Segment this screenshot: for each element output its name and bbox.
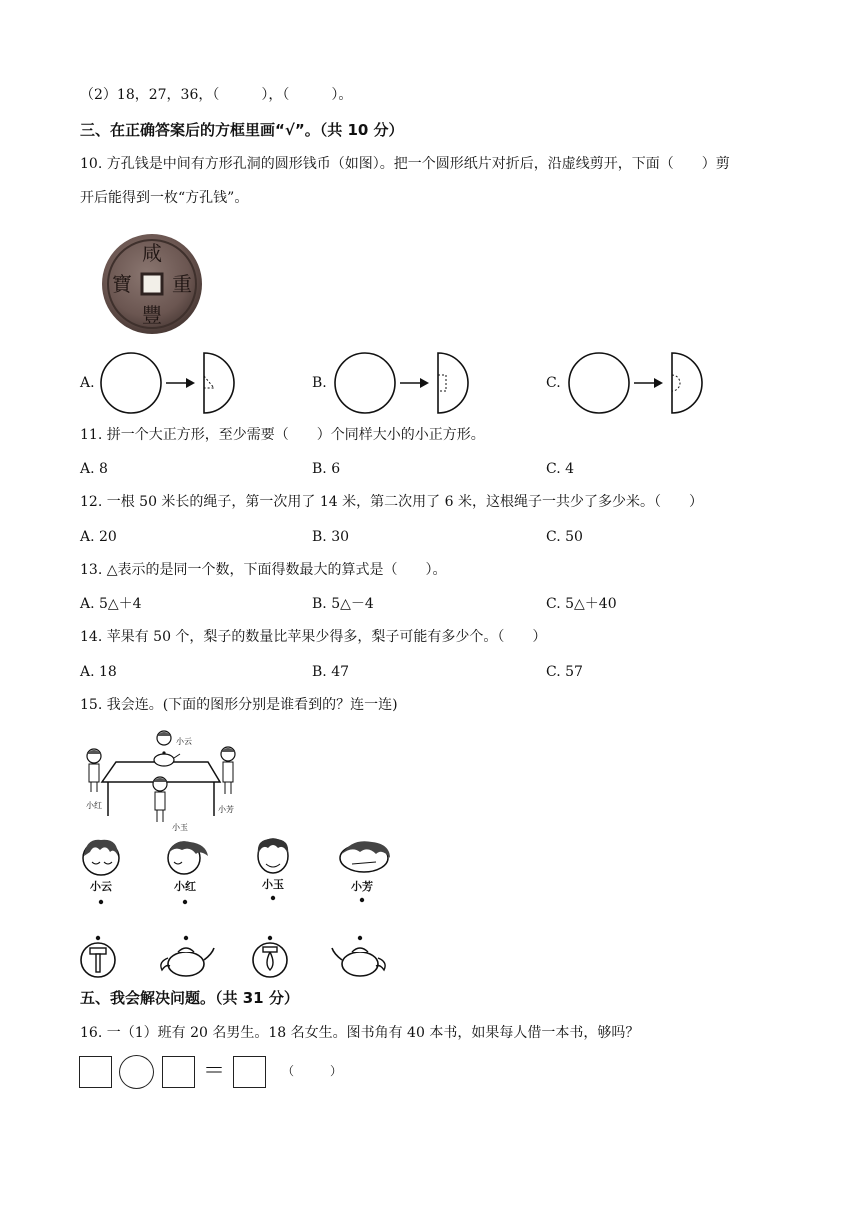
fold-cut-figure-b — [334, 352, 474, 416]
operator-circle[interactable] — [119, 1055, 154, 1089]
coin-char-right: 重 — [172, 272, 192, 296]
coin-image — [100, 232, 204, 336]
coin-char-top: 咸 — [142, 241, 162, 265]
option-a: A. 20 — [80, 529, 117, 545]
connect-dot[interactable] — [96, 936, 100, 940]
option-b: B. 47 — [312, 664, 350, 680]
child-head-xiaofang — [332, 836, 396, 908]
section-title: 五、我会解决问题。（共 31 分） — [80, 989, 299, 1007]
answer-paren: （ ） — [282, 1064, 343, 1078]
connect-dot[interactable] — [183, 900, 187, 904]
teapot-view-2 — [156, 934, 216, 980]
option-label-c: C. — [546, 375, 561, 391]
connect-dot[interactable] — [184, 936, 188, 940]
q9-line: （2）18，27，36，（ ），（ ）。 — [80, 87, 353, 103]
option-b: B. 30 — [312, 529, 350, 545]
scene-name-top: 小云 — [176, 737, 192, 746]
option-c: C. 50 — [546, 529, 583, 545]
option-a: A. 5△＋4 — [80, 596, 142, 612]
connect-dot[interactable] — [360, 898, 364, 902]
fold-cut-figure-c — [568, 352, 708, 416]
teapot-view-3 — [250, 934, 300, 980]
question-stem-cont: 开后能得到一枚“方孔钱”。 — [80, 190, 249, 206]
table-scene-image — [80, 724, 240, 830]
child-name: 小云 — [90, 880, 112, 893]
answer-box-2[interactable] — [162, 1056, 195, 1088]
question-stem: 13. △表示的是同一个数，下面得数最大的算式是（ ）。 — [80, 562, 447, 578]
scene-name-front: 小玉 — [172, 823, 188, 832]
question-stem: 15. 我会连。(下面的图形分别是谁看到的？连一连) — [80, 697, 398, 713]
option-a: A. 8 — [80, 461, 108, 477]
connect-dot[interactable] — [271, 896, 275, 900]
teapot-view-4 — [330, 934, 390, 980]
connect-dot[interactable] — [358, 936, 362, 940]
option-c: C. 4 — [546, 461, 575, 477]
option-label-b: B. — [312, 375, 327, 391]
child-head-xiaohong — [160, 836, 210, 908]
option-b: B. 5△－4 — [312, 596, 374, 612]
scene-name-left: 小红 — [86, 801, 102, 810]
child-name: 小红 — [174, 880, 196, 893]
section-title: 三、在正确答案后的方框里画“√”。（共 10 分） — [80, 121, 404, 139]
question-stem: 14. 苹果有 50 个，梨子的数量比苹果少得多，梨子可能有多少个。（ ） — [80, 629, 547, 645]
child-head-xiaoyun — [76, 836, 126, 908]
equals-sign: ＝ — [203, 1059, 226, 1084]
connect-dot[interactable] — [99, 900, 103, 904]
teapot-view-1 — [78, 934, 128, 980]
option-c: C. 57 — [546, 664, 583, 680]
connect-dot[interactable] — [268, 936, 272, 940]
question-stem: 11. 拼一个大正方形，至少需要（ ）个同样大小的小正方形。 — [80, 427, 485, 443]
answer-box-1[interactable] — [79, 1056, 112, 1088]
option-label-a: A. — [80, 375, 95, 391]
scene-name-right: 小芳 — [218, 805, 234, 814]
option-a: A. 18 — [80, 664, 117, 680]
child-head-xiaoyu — [248, 836, 298, 908]
fold-cut-figure-a — [100, 352, 240, 416]
child-name: 小玉 — [262, 878, 284, 891]
question-stem: 10. 方孔钱是中间有方形孔洞的圆形钱币（如图）。把一个圆形纸片对折后，沿虚线剪开，下面（ ）剪 — [80, 156, 730, 172]
option-c: C. 5△＋40 — [546, 596, 617, 612]
coin-char-bottom: 豐 — [142, 303, 162, 327]
question-stem: 16. 一（1）班有 20 名男生。18 名女生。图书角有 40 本书，如果每人借一本书，够吗？ — [80, 1025, 640, 1041]
question-stem: 12. 一根 50 米长的绳子，第一次用了 14 米，第二次用了 6 米，这根绳子一共少了多少米。（ ） — [80, 494, 703, 510]
answer-box-3[interactable] — [233, 1056, 266, 1088]
child-name: 小芳 — [351, 880, 373, 893]
option-b: B. 6 — [312, 461, 341, 477]
coin-char-left: 寶 — [112, 272, 132, 296]
